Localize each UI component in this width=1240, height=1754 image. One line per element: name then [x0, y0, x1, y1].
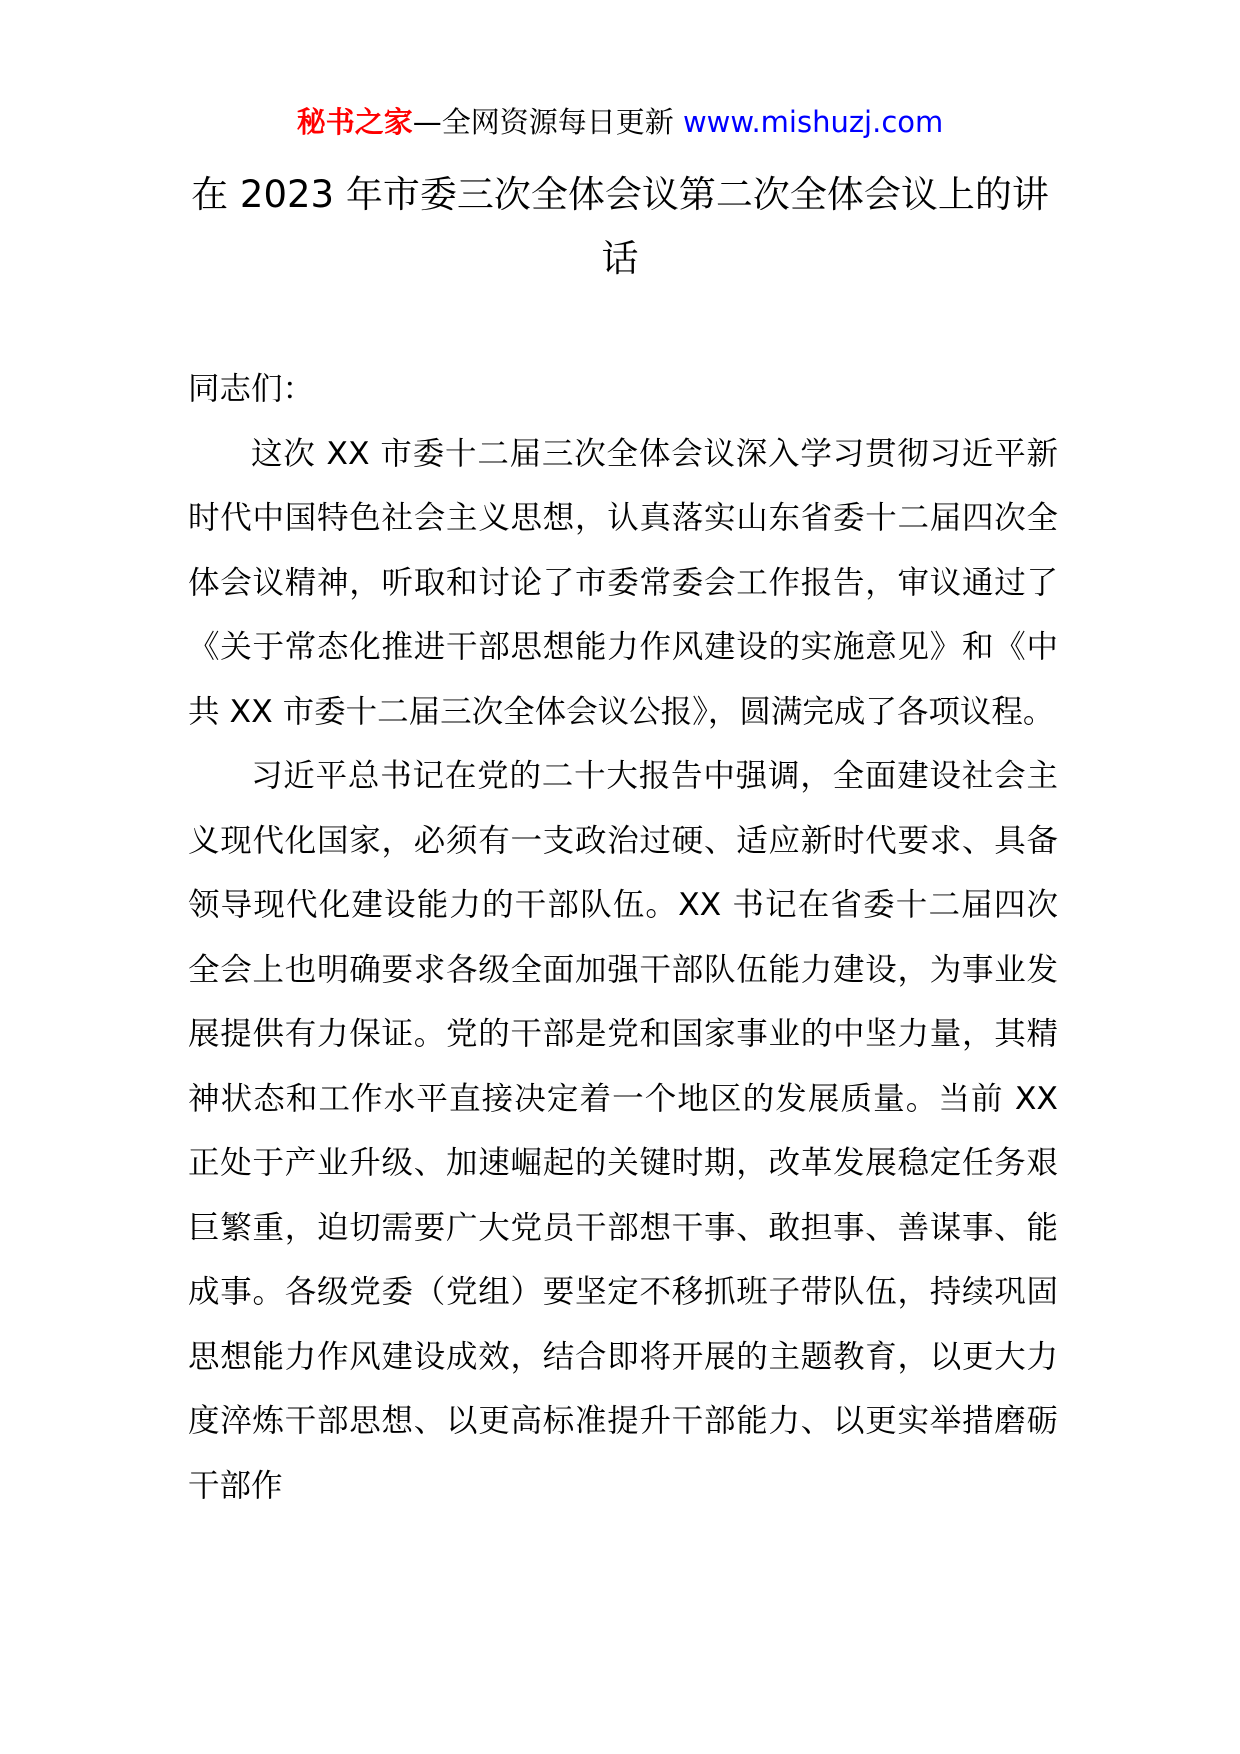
document-title: 在 2023 年市委三次全体会议第二次全体会议上的讲话 — [191, 173, 1049, 280]
site-url-link[interactable]: www.mishuzj.com — [682, 105, 944, 139]
salutation: 同志们： — [188, 371, 315, 407]
paragraph-2: 习近平总书记在党的二十大报告中强调，全面建设社会主义现代化国家，必须有一支政治过硬、适应新时代要求、具备领导现代化建设能力的干部队伍。XX 书记在省委十二届四次全会上也明确要求各级全面加强干部队伍能力建设，为事业发展提供有力保证。党的干部是党和国家事业的中坚力量，其精神状态和工作水平直接决定着一个地区的发展质量。当前 XX 正处于产业升级、加速崛起的关键时期，改革发展稳定任务艰巨繁重，迫切需要广大党员干部想干事、敢担事、善谋事、能成事。各级党委（党组）要坚定不移抓班子带队伍，持续巩固思想能力作风建设成效，结合即将开展的主题教育，以更大力度淬炼干部思想、以更高标准提升干部能力、以更实举措磨砺干部作 — [188, 758, 1058, 1504]
header-tagline: —全网资源每日更新 — [412, 105, 674, 139]
site-header — [0, 102, 1240, 142]
paragraph-1: 这次 XX 市委十二届三次全体会议深入学习贯彻习近平新时代中国特色社会主义思想，认真落实山东省委十二届四次全体会议精神，听取和讨论了市委常委会工作报告，审议通过了《关于常态化推进干部思想能力作风建设的实施意见》和《中共 XX 市委十二届三次全体会议公报》，圆满完成了各项议程。 — [188, 435, 1058, 730]
document-body — [188, 357, 1058, 1518]
brand-name: 秘书之家 — [296, 105, 413, 139]
